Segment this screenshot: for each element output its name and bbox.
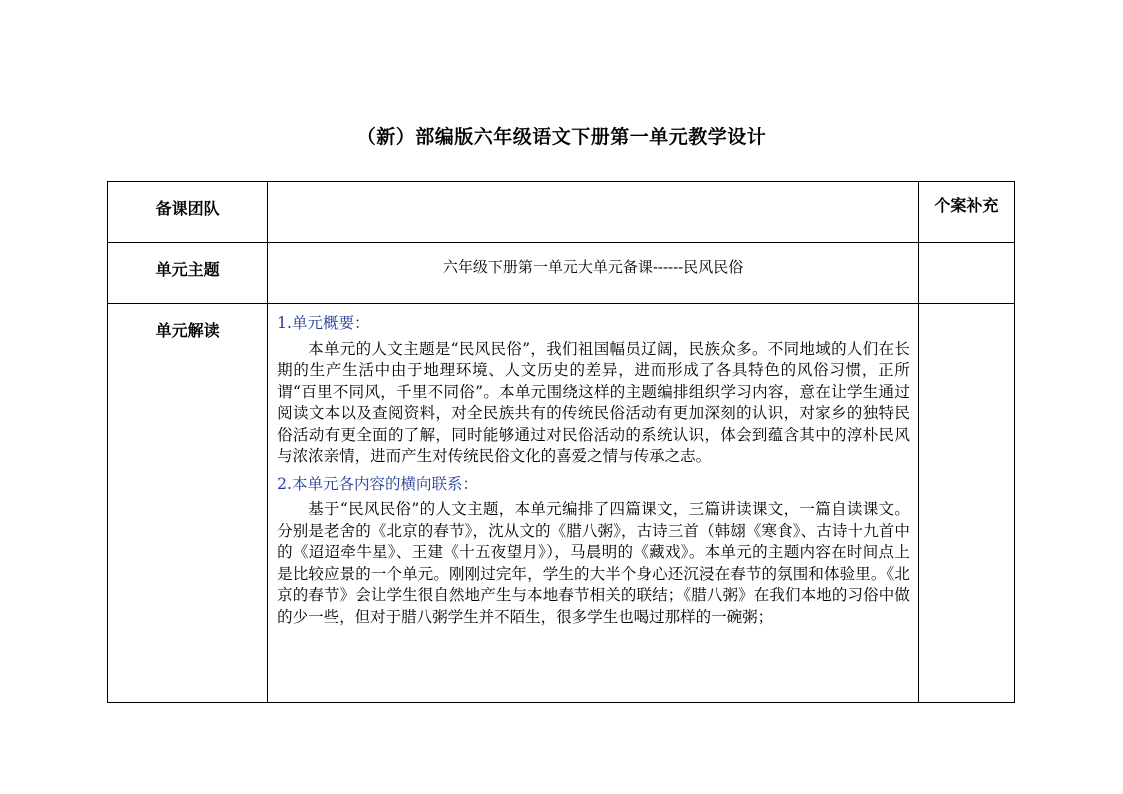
note-column-header: 个案补充 xyxy=(918,182,1014,243)
interpretation-content xyxy=(268,304,919,703)
team-value xyxy=(268,182,919,243)
table-row-team xyxy=(108,182,1015,243)
theme-note-cell xyxy=(918,243,1014,304)
section-heading-overview: 1.单元概要： xyxy=(277,314,370,332)
theme-label: 单元主题 xyxy=(108,243,268,304)
section-heading-connections: 2.本单元各内容的横向联系： xyxy=(277,474,478,493)
interpretation-label: 单元解读 xyxy=(108,304,268,703)
team-label: 备课团队 xyxy=(108,182,268,243)
table-row-theme xyxy=(108,243,1015,304)
interpretation-note-cell xyxy=(918,304,1014,703)
table-row-interpretation xyxy=(108,304,1015,703)
theme-value: 六年级下册第一单元大单元备课------民风民俗 xyxy=(268,243,919,304)
document-title: （新）部编版六年级语文下册第一单元教学设计 xyxy=(356,126,767,148)
paragraph-connections: 基于“民风民俗”的人文主题，本单元编排了四篇课文，三篇讲读课文，一篇自读课文。分别是老舍的《北京的春节》，沈从文的《腊八粥》，古诗三首（韩翃《寒食》、古诗十九首中的《迢迢牵牛星》、王建《十五夜望月》），马晨明的《藏戏》。本单元的主题内容在时间点上是比较应景的一个单元。刚刚过完年，学生的大半个身心还沉浸在春节的氛围和体验里。《北京的春节》会让学生很自然地产生与本地春节相关的联结；《腊八粥》在我们本地的习俗中做的少一些，但对于腊八粥学生并不陌生，很多学生也喝过那样的一碗粥； xyxy=(277,500,910,626)
lesson-plan-table xyxy=(107,181,1015,703)
paragraph-overview: 本单元的人文主题是“民风民俗”，我们祖国幅员辽阔，民族众多。不同地域的人们在长期的生产生活中由于地理环境、人文历史的差异，进而形成了各具特色的风俗习惯，正所谓“百里不同风，千里不同俗”。本单元围绕这样的主题编排组织学习内容，意在让学生通过阅读文本以及查阅资料，对全民族共有的传统民俗活动有更加深刻的认识，对家乡的独特民俗活动有更全面的了解，同时能够通过对民俗活动的系统认识，体会到蕴含其中的淳朴民风与浓浓亲情，进而产生对传统民俗文化的喜爱之情与传承之志。 xyxy=(277,339,910,465)
